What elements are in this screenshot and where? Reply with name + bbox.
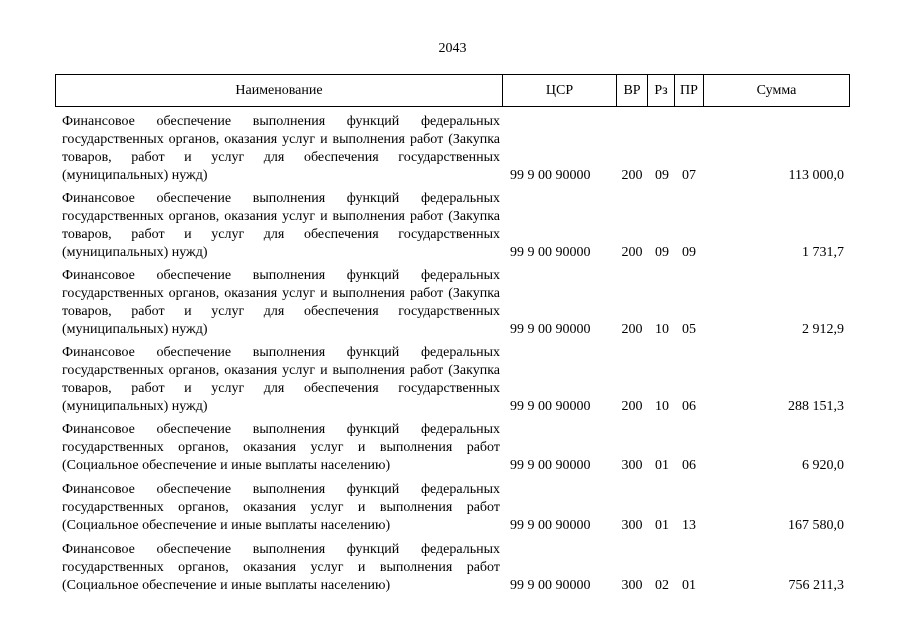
table-row bbox=[0, 541, 905, 595]
row-name: Финансовое обеспечение выполнения функций федеральных государственных органов, оказания услуг и выполнения работ (Социальное обеспечение и иные выплаты населению) bbox=[62, 542, 500, 593]
row-pr: 07 bbox=[682, 168, 696, 183]
row-name: Финансовое обеспечение выполнения функций федеральных государственных органов, оказания услуг и выполнения работ (Закупка товаров, работ и услуг для обеспечения государственных (муниципальных) нужд) bbox=[62, 268, 500, 337]
row-vr: 200 bbox=[621, 399, 643, 414]
header-rz: Рз bbox=[647, 75, 674, 106]
row-vr: 300 bbox=[621, 518, 643, 533]
page-number: 2043 bbox=[438, 41, 467, 56]
row-vr: 200 bbox=[621, 322, 643, 337]
table-row bbox=[0, 190, 905, 262]
table-row bbox=[0, 421, 905, 475]
row-rz: 02 bbox=[655, 578, 669, 593]
table-header bbox=[55, 74, 850, 107]
header-pr: ПР bbox=[674, 75, 703, 106]
row-name: Финансовое обеспечение выполнения функций федеральных государственных органов, оказания услуг и выполнения работ (Закупка товаров, работ и услуг для обеспечения государственных (муниципальных) нужд) bbox=[62, 345, 500, 414]
header-csr: ЦСР bbox=[502, 75, 616, 106]
row-sum: 167 580,0 bbox=[788, 518, 844, 533]
row-vr: 200 bbox=[621, 245, 643, 260]
row-sum: 288 151,3 bbox=[788, 399, 844, 414]
row-vr: 300 bbox=[621, 458, 643, 473]
row-csr: 99 9 00 90000 bbox=[510, 245, 591, 260]
row-pr: 06 bbox=[682, 458, 696, 473]
row-csr: 99 9 00 90000 bbox=[510, 518, 591, 533]
row-rz: 09 bbox=[655, 168, 669, 183]
row-sum: 113 000,0 bbox=[788, 168, 844, 183]
row-csr: 99 9 00 90000 bbox=[510, 578, 591, 593]
table-row bbox=[0, 267, 905, 339]
header-name: Наименование bbox=[235, 82, 323, 98]
row-name: Финансовое обеспечение выполнения функций федеральных государственных органов, оказания услуг и выполнения работ (Социальное обеспечение и иные выплаты населению) bbox=[62, 482, 500, 533]
row-csr: 99 9 00 90000 bbox=[510, 168, 591, 183]
row-vr: 200 bbox=[621, 168, 643, 183]
row-name: Финансовое обеспечение выполнения функций федеральных государственных органов, оказания услуг и выполнения работ (Социальное обеспечение и иные выплаты населению) bbox=[62, 422, 500, 473]
row-rz: 01 bbox=[655, 518, 669, 533]
row-rz: 09 bbox=[655, 245, 669, 260]
row-csr: 99 9 00 90000 bbox=[510, 322, 591, 337]
row-rz: 10 bbox=[655, 399, 669, 414]
row-csr: 99 9 00 90000 bbox=[510, 458, 591, 473]
row-name: Финансовое обеспечение выполнения функций федеральных государственных органов, оказания услуг и выполнения работ (Закупка товаров, работ и услуг для обеспечения государственных (муниципальных) нужд) bbox=[62, 114, 500, 183]
row-sum: 1 731,7 bbox=[802, 245, 844, 260]
row-sum: 756 211,3 bbox=[788, 578, 844, 593]
table-row bbox=[0, 344, 905, 416]
row-sum: 6 920,0 bbox=[802, 458, 844, 473]
row-pr: 09 bbox=[682, 245, 696, 260]
header-sum: Сумма bbox=[703, 75, 849, 106]
table-row bbox=[0, 113, 905, 185]
row-name: Финансовое обеспечение выполнения функций федеральных государственных органов, оказания услуг и выполнения работ (Закупка товаров, работ и услуг для обеспечения государственных (муниципальных) нужд) bbox=[62, 191, 500, 260]
header-vr: ВР bbox=[616, 75, 647, 106]
row-pr: 06 bbox=[682, 399, 696, 414]
row-pr: 01 bbox=[682, 578, 696, 593]
row-pr: 13 bbox=[682, 518, 696, 533]
row-sum: 2 912,9 bbox=[802, 322, 844, 337]
row-csr: 99 9 00 90000 bbox=[510, 399, 591, 414]
row-vr: 300 bbox=[621, 578, 643, 593]
table-row bbox=[0, 481, 905, 535]
row-rz: 10 bbox=[655, 322, 669, 337]
row-pr: 05 bbox=[682, 322, 696, 337]
row-rz: 01 bbox=[655, 458, 669, 473]
